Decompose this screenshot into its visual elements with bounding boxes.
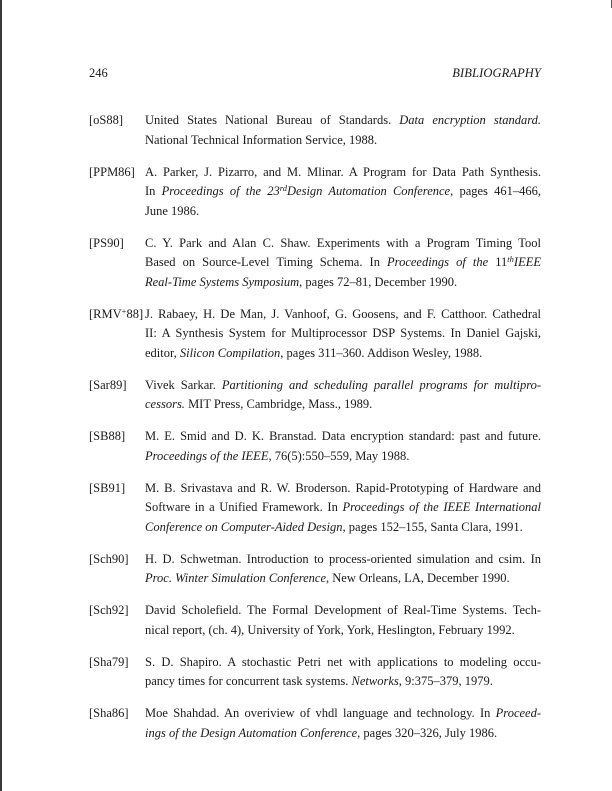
bibliography-entry — [89, 234, 541, 293]
citation-line: Proc. Winter Simulation Conference, New Orleans, LA, December 1990. — [145, 571, 510, 585]
section-title: BIBLIOGRAPHY — [452, 66, 541, 80]
citation-line: Based on Source-Level Timing Schema. In Proceedings of the 11thIEEE — [145, 254, 541, 269]
bibliography-entry — [89, 704, 541, 743]
citation-line: nical report, (ch. 4), University of York, York, Heslington, February 1992. — [145, 622, 515, 637]
citation-line: ings of the Design Automation Conference, pages 320–326, July 1986. — [145, 725, 498, 740]
citation-text — [145, 704, 541, 743]
citation-text — [145, 111, 541, 150]
citation-text — [145, 305, 541, 364]
citation-line: II: A Synthesis System for Multiprocessor DSP Systems. In Daniel Gajski, — [145, 326, 541, 340]
citation-text — [145, 601, 541, 640]
citation-text — [145, 163, 541, 222]
citation-line: In Proceedings of the 23rdDesign Automation Conference, pages 461–466, — [145, 183, 541, 198]
bibliography-list — [89, 111, 541, 756]
citation-key: [Sha86] — [89, 706, 129, 720]
bibliography-entry — [89, 163, 541, 222]
citation-text — [145, 479, 541, 538]
citation-line: Software in a Unified Framework. In Proceedings of the IEEE International — [145, 500, 541, 514]
page-number: 246 — [89, 66, 108, 80]
citation-text — [145, 234, 541, 293]
citation-line: M. B. Srivastava and R. W. Broderson. Rapid-Prototyping of Hardware and — [145, 480, 541, 495]
running-header — [89, 65, 541, 81]
citation-line: cessors. MIT Press, Cambridge, Mass., 1989. — [145, 397, 373, 411]
citation-key: [Sch90] — [89, 551, 129, 566]
citation-line: David Scholefield. The Formal Development of Real-Time Systems. Tech- — [145, 603, 541, 617]
page-left-edge — [0, 0, 2, 791]
bibliography-entry — [89, 479, 541, 538]
citation-line: United States National Bureau of Standards. Data encryption standard. — [145, 113, 541, 127]
citation-key: [PPM86] — [89, 164, 135, 179]
citation-text — [145, 653, 541, 692]
citation-text — [145, 427, 541, 466]
citation-line: J. Rabaey, H. De Man, J. Vanhoof, G. Goosens, and F. Catthoor. Cathedral — [145, 306, 541, 321]
citation-line: Vivek Sarkar. Partitioning and scheduling parallel programs for multipro- — [145, 377, 542, 392]
citation-key: [SB91] — [89, 480, 126, 495]
bibliography-entry — [89, 550, 541, 589]
citation-key: [Sar89] — [89, 377, 127, 392]
bibliography-entry — [89, 601, 541, 640]
bibliography-entry — [89, 305, 541, 364]
citation-line: editor, Silicon Compilation, pages 311–360. Addison Wesley, 1988. — [145, 345, 483, 360]
citation-line: pancy times for concurrent task systems. Networks, 9:375–379, 1979. — [145, 674, 493, 688]
citation-line: S. D. Shapiro. A stochastic Petri net with applications to modeling occu- — [145, 654, 541, 669]
citation-key: [Sch92] — [89, 603, 129, 617]
citation-key: [oS88] — [89, 113, 124, 127]
citation-key: [PS90] — [89, 235, 124, 250]
citation-key: [RMV+88] — [89, 305, 144, 321]
citation-line: M. E. Smid and D. K. Branstad. Data encryption standard: past and future. — [145, 429, 541, 443]
bibliography-entry — [89, 653, 541, 692]
citation-line: Real-Time Systems Symposium, pages 72–81, December 1990. — [145, 274, 458, 289]
bibliography-entry — [89, 427, 541, 466]
citation-line: Proceedings of the IEEE, 76(5):550–559, May 1988. — [145, 448, 410, 463]
citation-text — [145, 550, 541, 589]
citation-key: [SB88] — [89, 429, 126, 443]
bibliography-entry — [89, 111, 541, 150]
citation-key: [Sha79] — [89, 654, 129, 669]
citation-text — [145, 376, 541, 415]
citation-line: June 1986. — [145, 203, 200, 218]
citation-line: Conference on Computer-Aided Design, pages 152–155, Santa Clara, 1991. — [145, 519, 523, 534]
citation-line: H. D. Schwetman. Introduction to process-oriented simulation and csim. In — [145, 551, 541, 566]
bibliography-entry — [89, 376, 541, 415]
citation-line: Moe Shahdad. An overiview of vhdl language and technology. In Proceed- — [145, 706, 541, 720]
citation-line: A. Parker, J. Pizarro, and M. Mlinar. A Program for Data Path Synthesis. — [145, 164, 541, 179]
citation-line: C. Y. Park and Alan C. Shaw. Experiments with a Program Timing Tool — [145, 235, 541, 250]
citation-line: National Technical Information Service, 1988. — [145, 132, 378, 147]
